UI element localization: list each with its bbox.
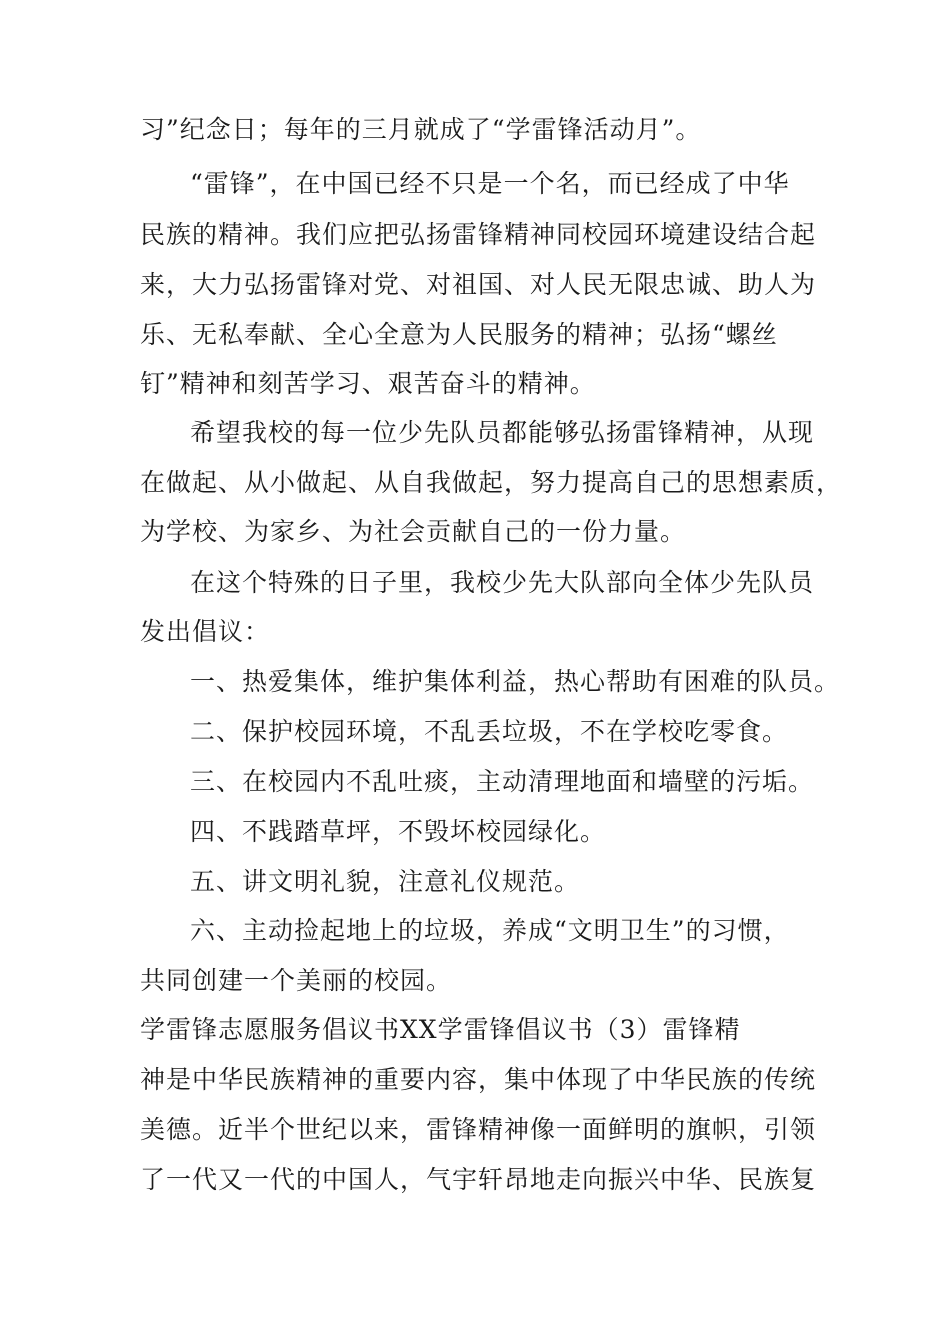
text-line: 五、讲文明礼貌，注意礼仪规范。 bbox=[190, 867, 581, 896]
text-line: 在这个特殊的日子里，我校少先大队部向全体少先队员 bbox=[190, 568, 815, 597]
text-line: 在做起、从小做起、从自我做起，努力提高自己的思想素质， bbox=[140, 468, 843, 497]
text-line: 希望我校的每一位少先队员都能够弘扬雷锋精神，从现 bbox=[190, 418, 815, 447]
text-line: 钉”精神和刻苦学习、艰苦奋斗的精神。 bbox=[140, 369, 596, 398]
text-line: 四、不践踏草坪，不毁坏校园绿化。 bbox=[190, 817, 607, 846]
text-line: 民族的精神。我们应把弘扬雷锋精神同校园环境建设结合起 bbox=[140, 220, 817, 249]
text-line: 美德。近半个世纪以来，雷锋精神像一面鲜明的旗帜，引领 bbox=[140, 1115, 817, 1144]
text-line: 六、主动捡起地上的垃圾，养成“文明卫生”的习惯， bbox=[190, 916, 790, 945]
text-line: 来，大力弘扬雷锋对党、对祖国、对人民无限忠诚、助人为 bbox=[140, 270, 817, 299]
text-line: 发出倡议： bbox=[140, 617, 271, 646]
text-line: 神是中华民族精神的重要内容，集中体现了中华民族的传统 bbox=[140, 1065, 817, 1094]
text-line: 乐、无私奉献、全心全意为人民服务的精神；弘扬“螺丝 bbox=[140, 320, 778, 349]
text-line: 习”纪念日；每年的三月就成了“学雷锋活动月”。 bbox=[140, 115, 702, 144]
text-line: 学雷锋志愿服务倡议书XX学雷锋倡议书（3）雷锋精 bbox=[140, 1015, 741, 1044]
text-line: 了一代又一代的中国人，气宇轩昂地走向振兴中华、民族复 bbox=[140, 1165, 817, 1194]
text-line: 共同创建一个美丽的校园。 bbox=[140, 966, 453, 995]
text-line: “雷锋”，在中国已经不只是一个名，而已经成了中华 bbox=[190, 169, 790, 198]
text-line: 三、在校园内不乱吐痰，主动清理地面和墙壁的污垢。 bbox=[190, 767, 815, 796]
text-line: 一、热爱集体，维护集体利益，热心帮助有困难的队员。 bbox=[190, 667, 841, 696]
text-line: 二、保护校园环境，不乱丢垃圾，不在学校吃零食。 bbox=[190, 717, 789, 746]
text-line: 为学校、为家乡、为社会贡献自己的一份力量。 bbox=[140, 517, 687, 546]
